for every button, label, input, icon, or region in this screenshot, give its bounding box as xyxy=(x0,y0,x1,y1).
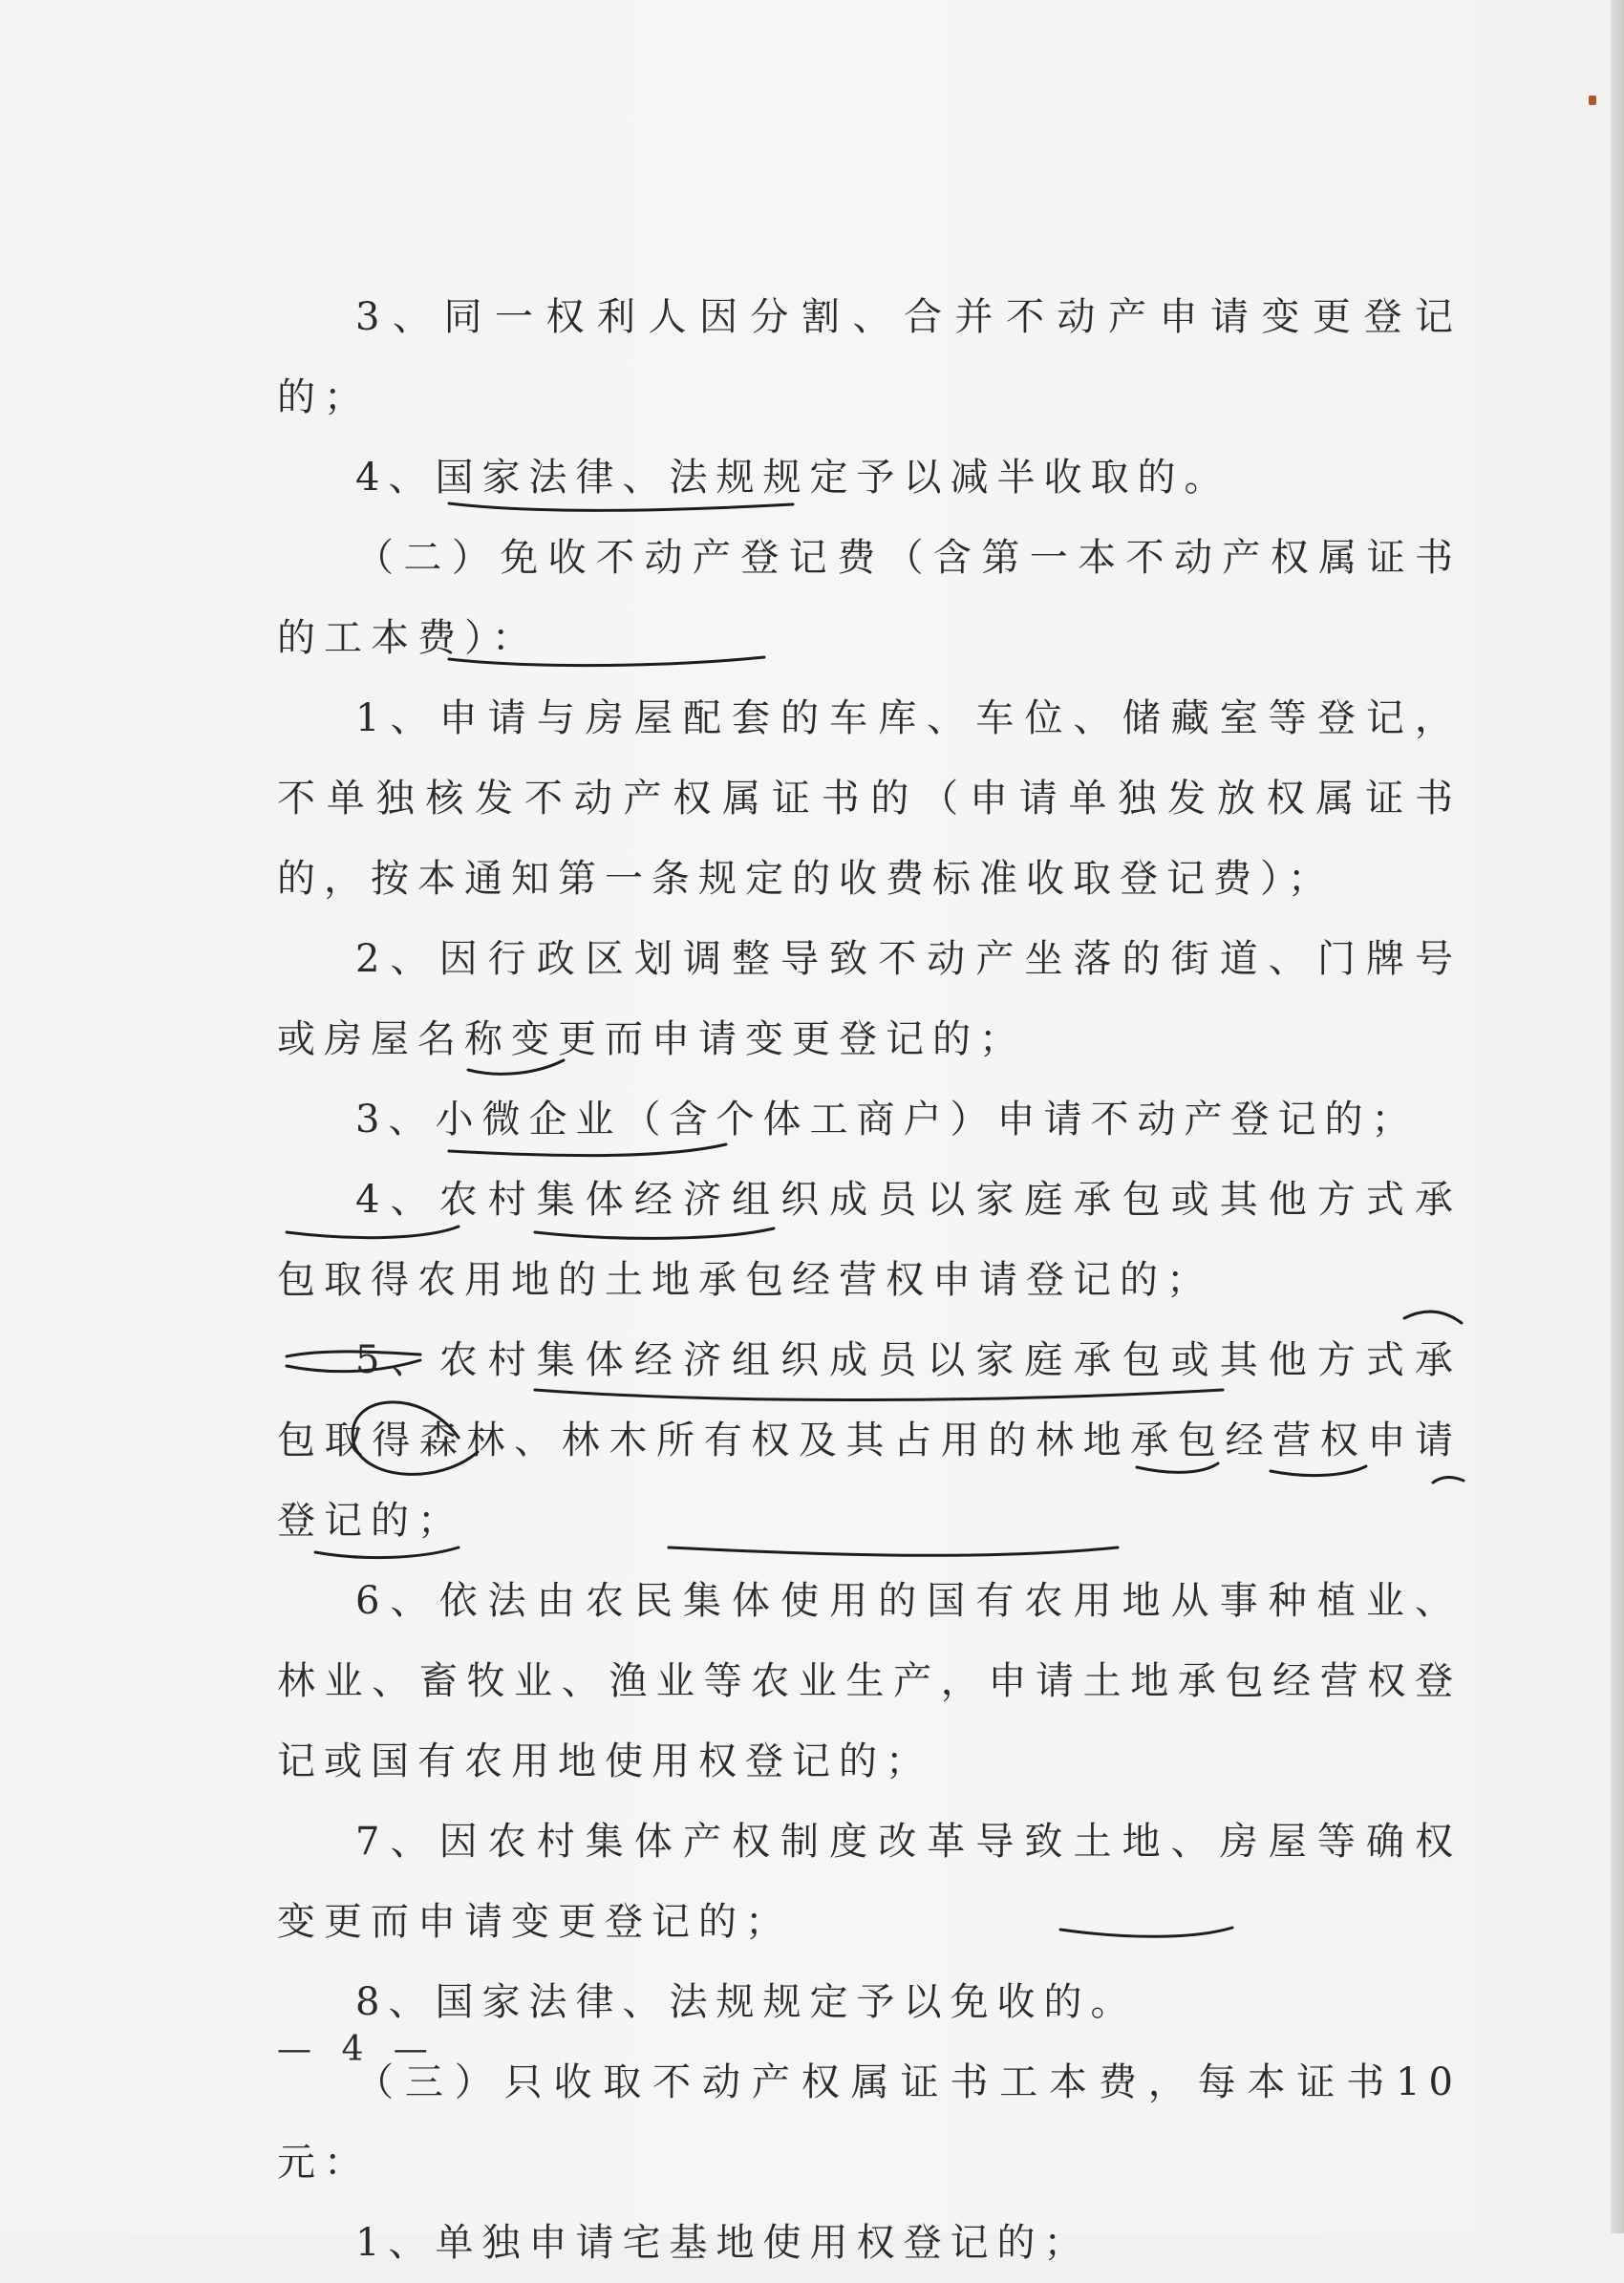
paragraph-7: 4、农村集体经济组织成员以家庭承包或其他方式承包取得农用地的土地承包经营权申请登记的； xyxy=(277,1178,1462,1302)
paragraph-13: 1、单独申请宅基地使用权登记的； xyxy=(355,2221,1091,2265)
paragraph-10: 7、因农村集体产权制度改革导致土地、房屋等确权变更而申请变更登记的； xyxy=(277,1820,1462,1944)
page-number: — 4 — xyxy=(277,2030,438,2069)
paragraph-9: 6、依法由农民集体使用的国有农用地从事种植业、林业、畜牧业、渔业等农业生产，申请土地承包经营权登记或国有农用地使用权登记的； xyxy=(277,1579,1462,1783)
paragraph-2: 4、国家法律、法规规定予以减半收取的。 xyxy=(355,456,1231,500)
body-text xyxy=(277,277,1462,2283)
paragraph-3: （二）免收不动产登记费（含第一本不动产权属证书的工本费）： xyxy=(277,536,1462,660)
paragraph-1: 3、同一权利人因分割、合并不动产申请变更登记的； xyxy=(277,295,1462,419)
paragraph-8: 5、农村集体经济组织成员以家庭承包或其他方式承包取得森林、林木所有权及其占用的林地承包经营权申请登记的； xyxy=(277,1338,1462,1543)
paragraph-12: （三）只收取不动产权属证书工本费，每本证书10元： xyxy=(277,2060,1462,2185)
page-edge-shadow xyxy=(1611,0,1624,2233)
paragraph-6: 3、小微企业（含个体工商户）申请不动产登记的； xyxy=(355,1098,1419,1142)
paragraph-11: 8、国家法律、法规规定予以免收的。 xyxy=(355,1980,1138,2024)
paragraph-4: 1、申请与房屋配套的车库、车位、储藏室等登记，不单独核发不动产权属证书的（申请单独发放权属证书的，按本通知第一条规定的收费标准收取登记费）； xyxy=(277,696,1462,901)
paragraph-5: 2、因行政区划调整导致不动产坐落的街道、门牌号或房屋名称变更而申请变更登记的； xyxy=(277,937,1462,1061)
paper-speck xyxy=(1589,96,1596,105)
